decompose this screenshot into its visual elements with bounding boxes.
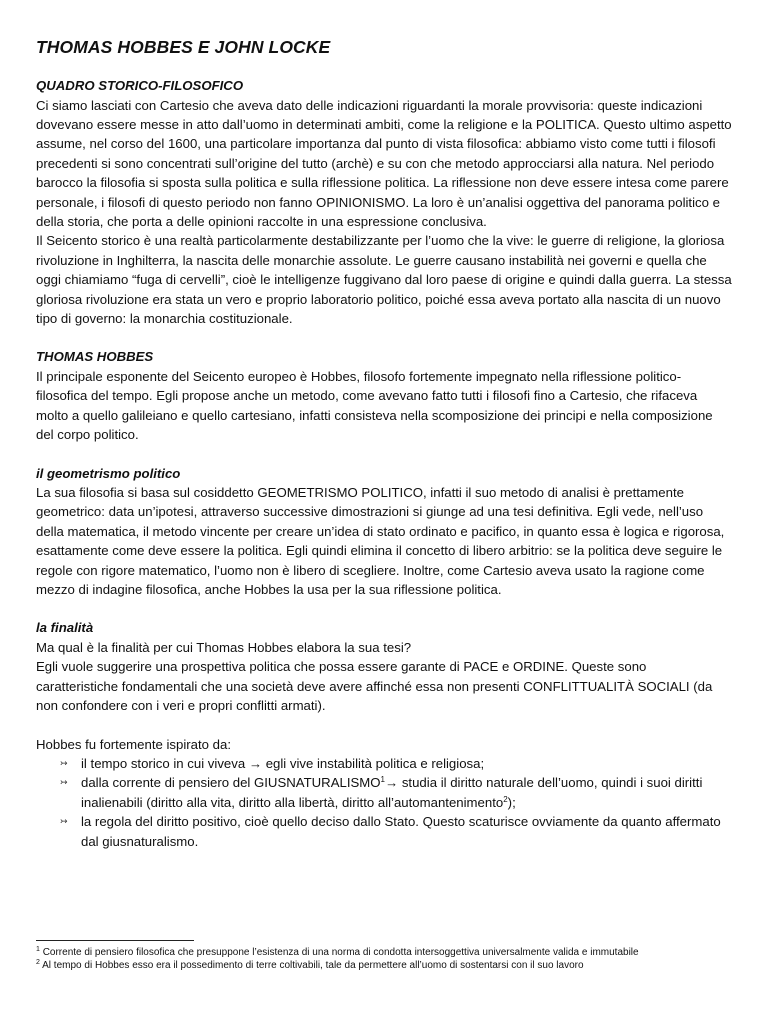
footnote-number: 1 bbox=[36, 946, 40, 953]
paragraph: Il principale esponente del Seicento europeo è Hobbes, filosofo fortemente impegnato nella riflessione politico-filosofica del tempo. Egli propose anche un metodo, come avevano fatto tutti i filosofi fino a Cartesio, che rifaceva molto a quello galileiano e quello cartesiano, infatti consisteva nella scomposizione dei principi e nella composizione del corpo politico. bbox=[36, 368, 713, 443]
paragraph: Il Seicento storico è una realtà particolarmente destabilizzante per l’uomo che la vive: le guerre di religione, la gloriosa rivoluzione in Inghilterra, la nascita delle monarchie assolute. Le guerre causano instabilità nei governi e quella che oggi chiamiamo “fuga di cervelli”, cioè le intelligenze fuggivano dal loro paese di origine e quindi dalla guerra. La stessa gloriosa rivoluzione era stata un vero e proprio laboratorio politico, poiché essa aveva portato alla nascita di un nuovo tipo di governo: la monarchia costituzionale. bbox=[36, 233, 732, 326]
list-item bbox=[60, 773, 732, 812]
footnote-text: Al tempo di Hobbes esso era il possedimento di terre coltivabili, tale da permettere all’uomo di sostentarsi con il suo lavoro bbox=[42, 959, 584, 971]
paragraph: Ma qual è la finalità per cui Thomas Hobbes elabora la sua tesi? bbox=[36, 639, 412, 655]
list-item-text: la regola del diritto positivo, cioè quello deciso dallo Stato. Questo scaturisce ovviamente da quanto affermato dal giusnaturalismo. bbox=[81, 814, 721, 849]
subsection-heading: il geometrismo politico bbox=[36, 465, 181, 481]
section-finalita bbox=[36, 618, 732, 715]
footnote-ref[interactable]: 2 bbox=[503, 794, 508, 804]
footnote-text: Corrente di pensiero filosofica che presuppone l’esistenza di una norma di condotta intersoggettiva universalmente valida e immutabile bbox=[42, 947, 639, 958]
paragraph: Egli vuole suggerire una prospettiva politica che possa essere garante di PACE e ORDINE. Queste sono caratteristiche fondamentali che una società deve avere affinché essa non presenti CONFLITTUALITÀ SOCIALI (da non confondere con i veri e propri conflitti armati). bbox=[36, 659, 713, 714]
influences-list bbox=[36, 754, 732, 851]
list-intro: Hobbes fu fortemente ispirato da: bbox=[36, 736, 231, 752]
section-heading: THOMAS HOBBES bbox=[36, 349, 154, 365]
list-item bbox=[60, 812, 732, 851]
section-thomas-hobbes bbox=[36, 347, 732, 444]
arrow-bullet-icon: ↣ bbox=[60, 816, 68, 827]
section-quadro-storico bbox=[36, 76, 732, 328]
list-item-text: dalla corrente di pensiero del GIUSNATURALISMO bbox=[81, 775, 381, 791]
footnote-ref[interactable]: 1 bbox=[380, 775, 385, 785]
section-heading: QUADRO STORICO-FILOSOFICO bbox=[36, 78, 244, 93]
list-item-text: ); bbox=[507, 794, 516, 810]
footnotes bbox=[36, 940, 732, 972]
paragraph: La sua filosofia si basa sul cosiddetto GEOMETRISMO POLITICO, infatti il suo metodo di analisi è prettamente geometrico: data un’ipotesi, attraverso successive dimostrazioni si giunge ad una tesi definitiva. Egli vede, nell’uso della matematica, il metodo vincente per creare un’idea di stato ordinato e pacifico, in quanto essa è logica e rigorosa, esattamente come deve essere la politica. Egli quindi elimina il concetto di libero arbitrio: se la politica deve seguire le regole con rigore matematico, l’uomo non è libero di scegliere. Inoltre, come Cartesio aveva usato la ragione come mezzo di indagine filosofica, anche Hobbes la usa per la sua riflessione politica. bbox=[36, 485, 725, 598]
arrow-bullet-icon: ↣ bbox=[60, 757, 68, 768]
list-item bbox=[60, 754, 732, 773]
footnote-1 bbox=[36, 947, 732, 960]
page-title: THOMAS HOBBES E JOHN LOCKE bbox=[36, 37, 331, 57]
arrow-bullet-icon: ↣ bbox=[60, 777, 68, 788]
section-ispirazioni bbox=[36, 735, 732, 851]
paragraph: Ci siamo lasciati con Cartesio che aveva dato delle indicazioni riguardanti la morale provvisoria: queste indicazioni dovevano essere messe in atto dall’uomo in determinati ambiti, come la religione e la POLITICA. Questo ultimo aspetto assume, nel corso del 1600, una particolare importanza dal punto di vista filosofica: abbiamo visto come tutti i filosofi precedenti si sono concentrati sull’origine del tutto (archè) e su con che metodo approcciarsi alla natura. Nel periodo barocco la filosofia si sposta sulla politica e sulla riflessione politica. La riflessione non deve essere intesa come parere personale, i filosofi di questo periodo non fanno OPINIONISMO. La loro è un’analisi oggettiva del panorama politico e della storia, che porta a delle opinioni raccolte in una espressione conclusiva. bbox=[36, 97, 732, 229]
subsection-heading: la finalità bbox=[36, 620, 94, 636]
footnote-number: 2 bbox=[36, 958, 40, 966]
list-item-text: → studia il diritto naturale dell’uomo, quindi i suoi diritti inalienabili (diritto alla vita, diritto alla libertà, diritto all’automantenimento bbox=[81, 775, 703, 810]
footnote-2 bbox=[36, 960, 732, 973]
footnote-divider bbox=[36, 940, 194, 941]
section-geometrismo bbox=[36, 464, 732, 600]
list-item-text: il tempo storico in cui viveva → egli vive instabilità politica e religiosa; bbox=[81, 755, 485, 771]
